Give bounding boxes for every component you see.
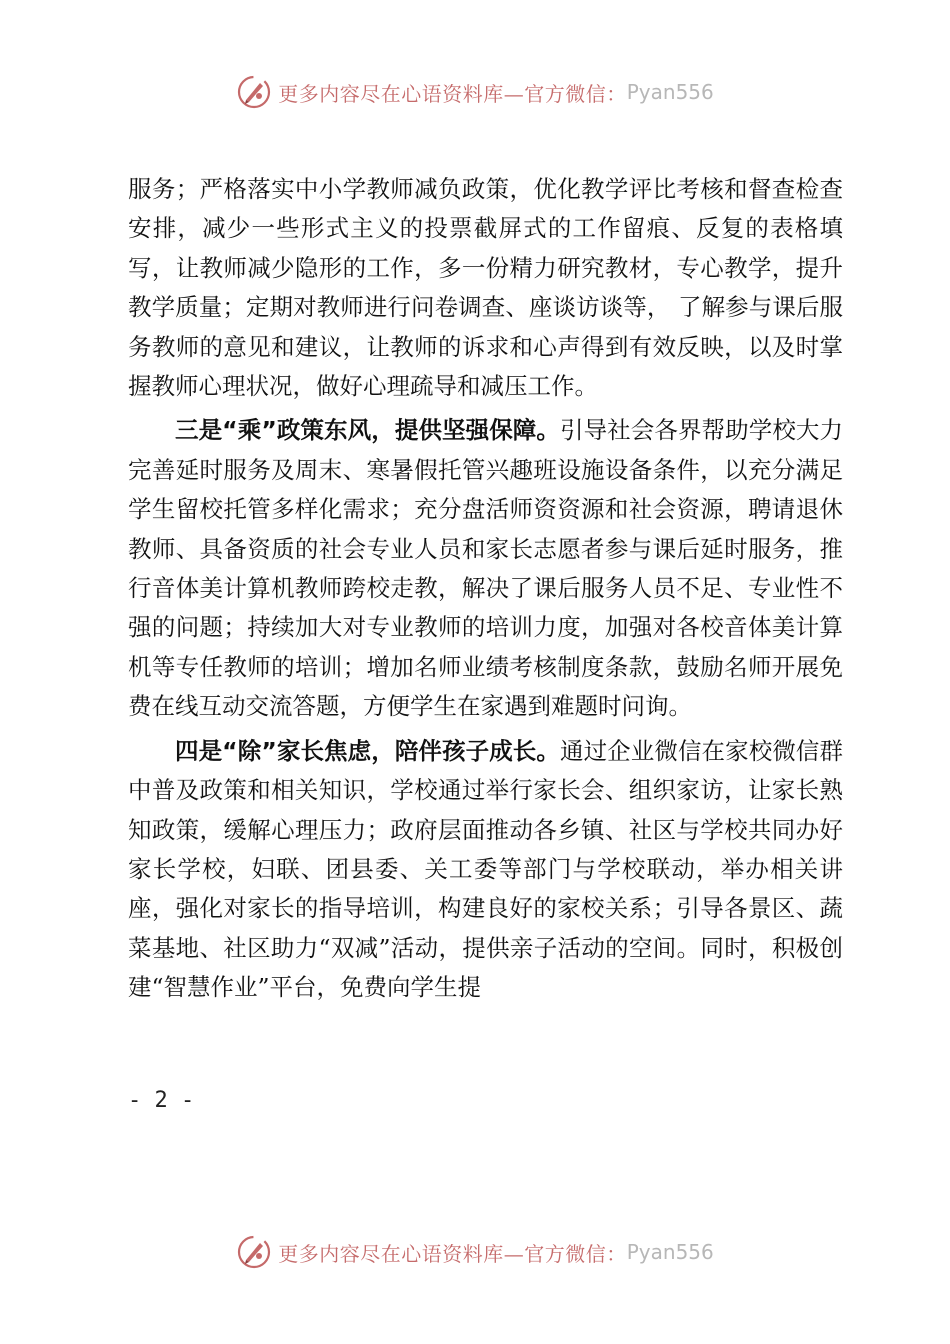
paragraph-text: 通过企业微信在家校微信群中普及政策和相关知识，学校通过举行家长会、组织家访，让家长熟知政策，缓解心理压力；政府层面推动各乡镇、社区与学校共同办好家长学校，妇联、团县委、关工委等部门与学校联动，举办相关讲座，强化对家长的指导培训，构建良好的家校关系；引导各景区、蔬菜基地、社区助力“双减”活动，提供亲子活动的空间。同时，积极创建“智慧作业”平台，免费向学生提 [128, 736, 844, 1002]
paragraph-text: 引导社会各界帮助学校大力完善延时服务及周末、寒暑假托管兴趣班设施设备条件，以充分满足学生留校托管多样化需求；充分盘活师资资源和社会资源，聘请退休教师、具备资质的社会专业人员和家长志愿者参与课后延时服务，推行音体美计算机教师跨校走教，解决了课后服务人员不足、专业性不强的问题；持续加大对专业教师的培训力度，加强对各校音体美计算机等专任教师的培训；增加名师业绩考核制度条款，鼓励名师开展免费在线互动交流答题，方便学生在家遇到难题时问询。 [128, 416, 844, 721]
paragraph-parent-anxiety [128, 732, 843, 1008]
watermark-banner-top [0, 70, 950, 114]
watermark-wechat-id: Pyan556 [626, 80, 714, 104]
document-body [128, 170, 843, 1008]
watermark-wechat-id: Pyan556 [626, 1240, 714, 1264]
pen-seal-logo-icon [236, 1234, 272, 1270]
watermark-banner-bottom [0, 1230, 950, 1274]
paragraph-heading: 三是“乘”政策东风，提供坚强保障。 [175, 416, 560, 445]
paragraph-text: 服务；严格落实中小学教师减负政策，优化教学评比考核和督查检查安排，减少一些形式主义的投票截屏式的工作留痕、反复的表格填写，让教师减少隐形的工作，多一份精力研究教材，专心教学，提升教学质量；定期对教师进行问卷调查、座谈访谈等， 了解参与课后服务教师的意见和建议，让教师的诉求和心声得到有效反映，以及时掌握教师心理状况，做好心理疏导和减压工作。 [128, 175, 843, 401]
pen-seal-logo-icon [236, 74, 272, 110]
watermark-text: 更多内容尽在心语资料库—官方微信： [278, 81, 627, 106]
paragraph-continuation [128, 170, 843, 406]
paragraph-policy-support [128, 411, 843, 726]
watermark-text: 更多内容尽在心语资料库—官方微信： [278, 1241, 627, 1266]
page-number: - 2 - [128, 1088, 195, 1113]
paragraph-heading: 四是“除”家长焦虑，陪伴孩子成长。 [175, 736, 560, 765]
